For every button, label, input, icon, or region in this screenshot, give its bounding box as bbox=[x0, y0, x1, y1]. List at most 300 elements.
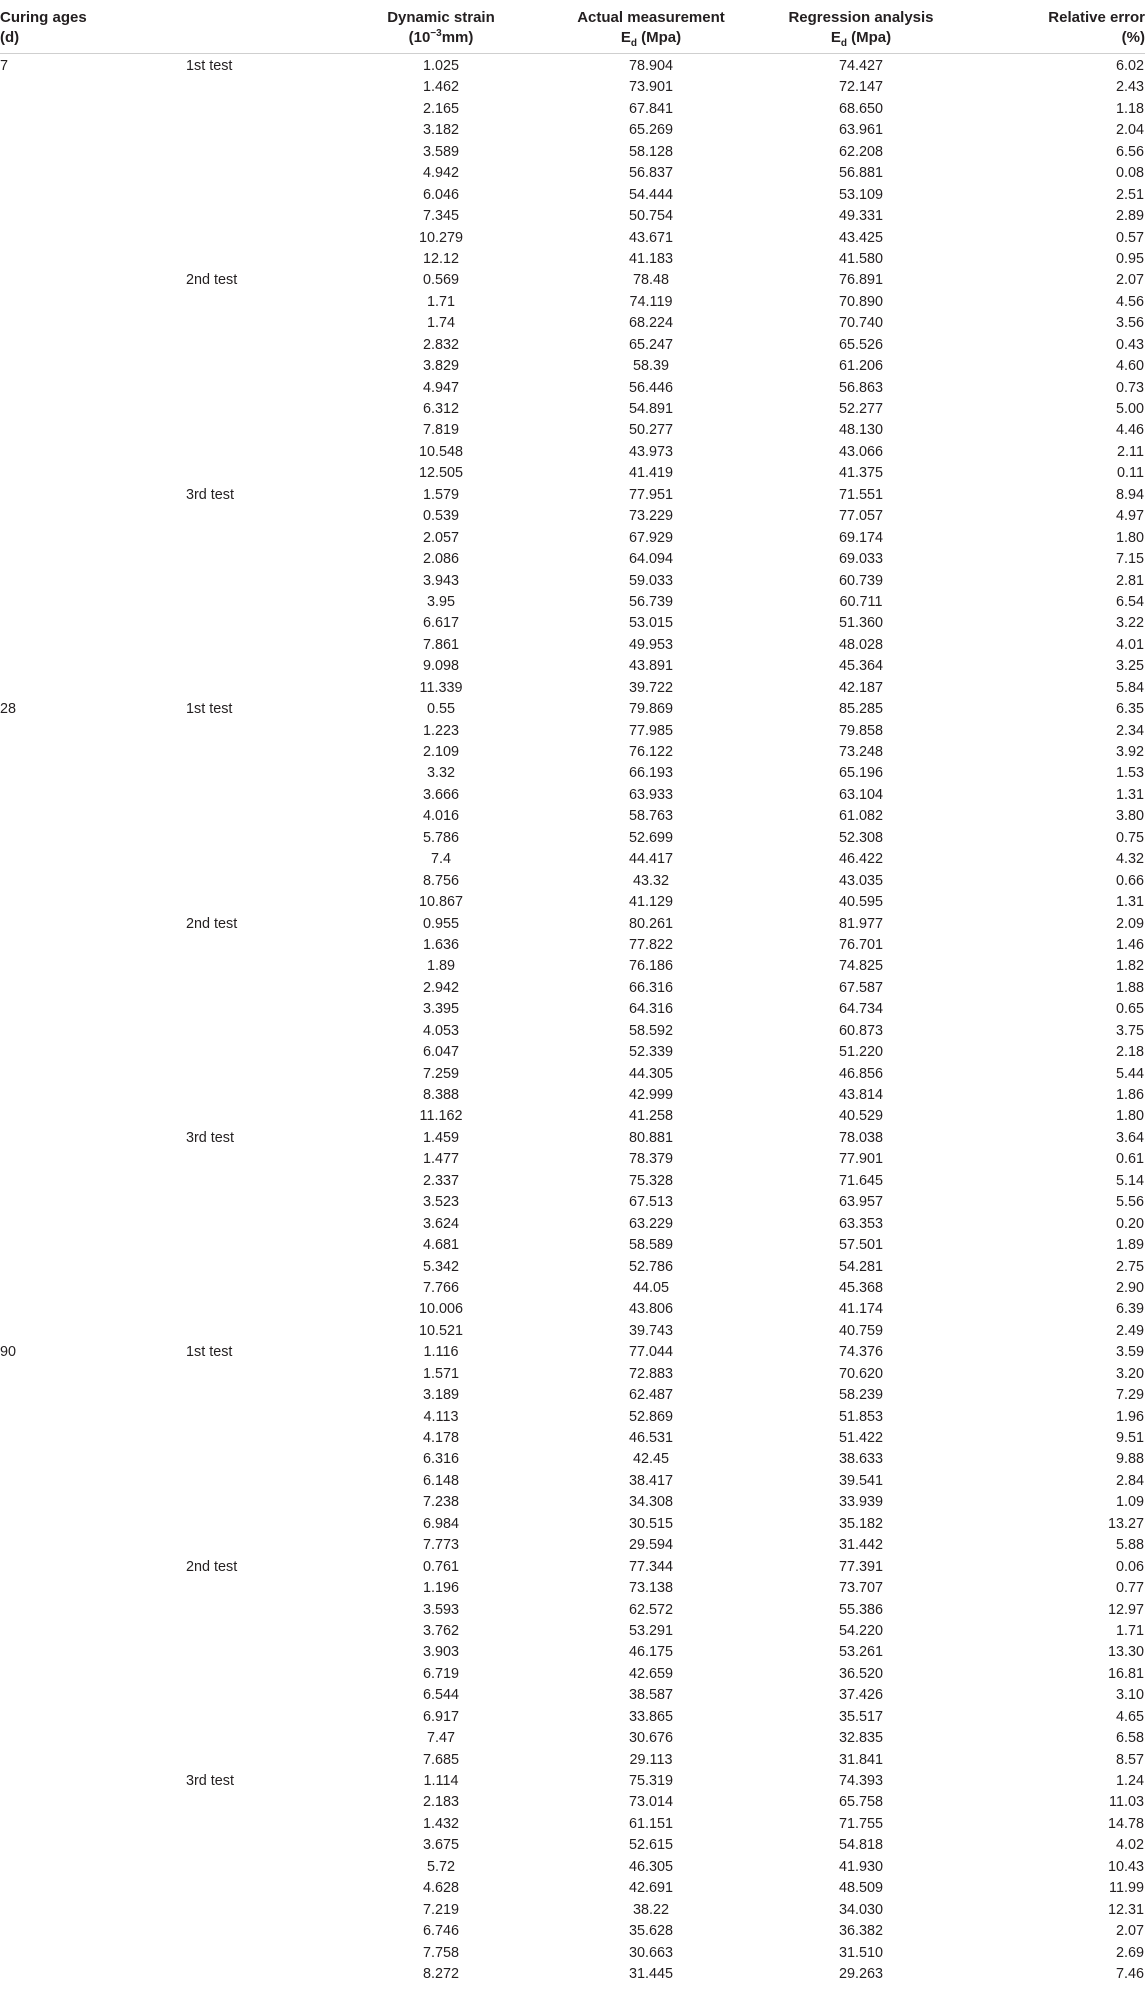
cell-regression-analysis: 56.881 bbox=[838, 165, 883, 182]
cell-test-label: 3rd test bbox=[186, 486, 234, 503]
cell-curing-age bbox=[0, 1171, 186, 1192]
cell-test-label bbox=[186, 378, 336, 399]
cell-relative-error: 4.46 bbox=[1115, 422, 1144, 439]
cell-dynamic-strain: 1.025 bbox=[422, 58, 459, 74]
cell-dynamic-strain: 7.4 bbox=[430, 851, 451, 868]
cell-relative-error: 3.10 bbox=[1115, 1687, 1144, 1704]
cell-curing-age bbox=[0, 1578, 186, 1599]
cell-test-label bbox=[186, 999, 336, 1020]
cell-curing-age bbox=[0, 935, 186, 956]
cell-regression-analysis: 61.206 bbox=[838, 358, 883, 375]
cell-test-label bbox=[186, 1257, 336, 1278]
cell-test-label bbox=[186, 120, 336, 141]
cell-relative-error: 2.07 bbox=[1115, 272, 1144, 289]
cell-regression-analysis: 51.853 bbox=[838, 1408, 883, 1425]
cell-actual-measurement: 80.881 bbox=[628, 1129, 673, 1146]
cell-relative-error: 1.24 bbox=[1115, 1773, 1144, 1789]
cell-actual-measurement: 38.417 bbox=[628, 1472, 673, 1489]
cell-curing-age bbox=[0, 1321, 186, 1342]
table-row bbox=[0, 785, 1145, 806]
cell-regression-analysis: 73.248 bbox=[838, 744, 883, 760]
cell-actual-measurement: 46.175 bbox=[628, 1644, 673, 1661]
cell-actual-measurement: 76.186 bbox=[628, 958, 673, 975]
cell-dynamic-strain: 5.786 bbox=[422, 829, 459, 846]
table-row bbox=[0, 999, 1145, 1020]
table-row bbox=[0, 871, 1145, 892]
cell-actual-measurement: 30.676 bbox=[628, 1730, 673, 1747]
cell-relative-error: 1.46 bbox=[1115, 936, 1144, 953]
cell-actual-measurement: 72.883 bbox=[628, 1365, 673, 1382]
cell-test-label bbox=[186, 1921, 336, 1942]
cell-test-label bbox=[186, 1385, 336, 1406]
cell-regression-analysis: 31.510 bbox=[838, 1944, 883, 1961]
cell-curing-age bbox=[0, 742, 186, 763]
cell-dynamic-strain: 7.47 bbox=[426, 1730, 455, 1747]
cell-actual-measurement: 41.183 bbox=[628, 250, 673, 267]
cell-curing-age bbox=[0, 1471, 186, 1492]
cell-regression-analysis: 42.187 bbox=[838, 679, 883, 696]
cell-regression-analysis: 65.526 bbox=[838, 336, 883, 353]
cell-dynamic-strain: 6.617 bbox=[422, 615, 459, 632]
cell-test-label bbox=[186, 1364, 336, 1385]
cell-curing-age bbox=[0, 914, 186, 935]
table-row bbox=[0, 935, 1145, 956]
cell-curing-age bbox=[0, 999, 186, 1020]
table-row bbox=[0, 1385, 1145, 1406]
table-row bbox=[0, 1407, 1145, 1428]
cell-regression-analysis: 41.930 bbox=[838, 1858, 883, 1875]
cell-test-label bbox=[186, 828, 336, 849]
table-row bbox=[0, 1707, 1145, 1728]
table-row bbox=[0, 1299, 1145, 1320]
cell-dynamic-strain: 3.675 bbox=[422, 1837, 459, 1854]
cell-curing-age bbox=[0, 1064, 186, 1085]
table-row bbox=[0, 1578, 1145, 1599]
cell-relative-error: 16.81 bbox=[1107, 1665, 1144, 1682]
cell-relative-error: 6.54 bbox=[1115, 593, 1144, 610]
table-row bbox=[0, 142, 1145, 163]
cell-relative-error: 1.09 bbox=[1115, 1494, 1144, 1511]
cell-relative-error: 4.32 bbox=[1115, 851, 1144, 868]
cell-curing-age bbox=[0, 270, 186, 291]
table-row bbox=[0, 506, 1145, 527]
cell-dynamic-strain: 11.339 bbox=[419, 679, 463, 696]
cell-regression-analysis: 40.529 bbox=[838, 1108, 883, 1125]
cell-curing-age bbox=[0, 1235, 186, 1256]
cell-actual-measurement: 38.587 bbox=[628, 1687, 673, 1704]
cell-relative-error: 1.88 bbox=[1115, 979, 1144, 996]
cell-regression-analysis: 58.239 bbox=[838, 1387, 883, 1404]
cell-actual-measurement: 34.308 bbox=[628, 1494, 673, 1511]
cell-test-label bbox=[186, 1299, 336, 1320]
cell-regression-analysis: 65.758 bbox=[838, 1794, 883, 1811]
cell-regression-analysis: 67.587 bbox=[838, 979, 883, 996]
cell-test-label bbox=[186, 613, 336, 634]
cell-regression-analysis: 56.863 bbox=[838, 379, 883, 396]
table-row bbox=[0, 335, 1145, 356]
cell-test-label bbox=[186, 806, 336, 827]
table-row bbox=[0, 1428, 1145, 1449]
cell-curing-age bbox=[0, 1085, 186, 1106]
cell-dynamic-strain: 3.762 bbox=[422, 1622, 459, 1639]
table-row bbox=[0, 1342, 1145, 1363]
cell-regression-analysis: 74.376 bbox=[838, 1344, 883, 1361]
cell-dynamic-strain: 3.395 bbox=[422, 1001, 459, 1018]
cell-actual-measurement: 64.094 bbox=[628, 551, 673, 568]
cell-regression-analysis: 76.891 bbox=[838, 272, 883, 289]
cell-dynamic-strain: 2.337 bbox=[422, 1172, 459, 1189]
cell-actual-measurement: 78.48 bbox=[632, 272, 669, 289]
cell-curing-age bbox=[0, 335, 186, 356]
cell-dynamic-strain: 8.756 bbox=[422, 872, 459, 889]
cell-dynamic-strain: 4.113 bbox=[423, 1408, 459, 1425]
cell-curing-age bbox=[0, 1642, 186, 1663]
cell-dynamic-strain: 1.636 bbox=[422, 936, 459, 953]
cell-curing-age bbox=[0, 785, 186, 806]
cell-dynamic-strain: 3.903 bbox=[422, 1644, 459, 1661]
cell-relative-error: 1.82 bbox=[1115, 958, 1144, 975]
table-row bbox=[0, 292, 1145, 313]
cell-regression-analysis: 77.901 bbox=[838, 1151, 883, 1168]
cell-dynamic-strain: 4.178 bbox=[422, 1430, 459, 1446]
table-row bbox=[0, 1557, 1145, 1578]
cell-dynamic-strain: 3.32 bbox=[426, 765, 455, 782]
cell-actual-measurement: 77.044 bbox=[628, 1344, 673, 1361]
cell-actual-measurement: 78.904 bbox=[628, 58, 673, 74]
cell-test-label bbox=[186, 1171, 336, 1192]
cell-relative-error: 6.35 bbox=[1115, 701, 1144, 718]
cell-actual-measurement: 49.953 bbox=[628, 636, 673, 653]
cell-dynamic-strain: 3.189 bbox=[422, 1387, 459, 1404]
cell-actual-measurement: 43.806 bbox=[628, 1301, 673, 1318]
cell-dynamic-strain: 6.544 bbox=[422, 1687, 459, 1704]
cell-regression-analysis: 41.375 bbox=[838, 465, 883, 482]
cell-relative-error: 4.97 bbox=[1115, 508, 1144, 525]
table-row bbox=[0, 420, 1145, 441]
cell-relative-error: 3.64 bbox=[1115, 1129, 1144, 1146]
cell-relative-error: 4.01 bbox=[1115, 636, 1144, 653]
cell-curing-age bbox=[0, 1878, 186, 1899]
cell-relative-error: 6.02 bbox=[1115, 58, 1144, 74]
cell-curing-age bbox=[0, 1514, 186, 1535]
cell-relative-error: 5.88 bbox=[1115, 1537, 1144, 1554]
table-row bbox=[0, 485, 1145, 506]
cell-regression-analysis: 55.386 bbox=[838, 1601, 883, 1618]
cell-dynamic-strain: 7.819 bbox=[422, 422, 459, 439]
cell-regression-analysis: 53.109 bbox=[838, 186, 883, 203]
cell-test-label bbox=[186, 185, 336, 206]
cell-relative-error: 3.80 bbox=[1115, 808, 1144, 825]
cell-regression-analysis: 51.360 bbox=[838, 615, 883, 632]
cell-curing-age: 28 bbox=[0, 701, 17, 718]
cell-test-label bbox=[186, 420, 336, 441]
cell-dynamic-strain: 7.219 bbox=[422, 1901, 459, 1918]
cell-actual-measurement: 67.841 bbox=[628, 100, 673, 117]
cell-curing-age bbox=[0, 1449, 186, 1470]
cell-test-label bbox=[186, 849, 336, 870]
cell-actual-measurement: 63.933 bbox=[628, 786, 673, 803]
cell-relative-error: 0.57 bbox=[1115, 229, 1144, 246]
table-row bbox=[0, 849, 1145, 870]
cell-dynamic-strain: 1.74 bbox=[426, 315, 455, 332]
cell-curing-age bbox=[0, 1192, 186, 1213]
table-row bbox=[0, 1278, 1145, 1299]
cell-actual-measurement: 62.487 bbox=[628, 1387, 673, 1404]
cell-actual-measurement: 33.865 bbox=[628, 1708, 673, 1725]
cell-relative-error: 2.51 bbox=[1115, 186, 1144, 203]
cell-actual-measurement: 73.229 bbox=[628, 508, 673, 525]
cell-dynamic-strain: 1.71 bbox=[426, 293, 455, 310]
cell-test-label bbox=[186, 742, 336, 763]
cell-regression-analysis: 48.509 bbox=[838, 1880, 883, 1897]
cell-regression-analysis: 39.541 bbox=[838, 1472, 883, 1489]
cell-regression-analysis: 40.595 bbox=[838, 894, 883, 911]
header-curing-ages: Curing ages (d) bbox=[0, 0, 186, 54]
cell-regression-analysis: 31.841 bbox=[838, 1751, 883, 1768]
cell-actual-measurement: 61.151 bbox=[628, 1815, 673, 1832]
cell-dynamic-strain: 6.316 bbox=[422, 1451, 459, 1468]
table-row bbox=[0, 978, 1145, 999]
cell-curing-age bbox=[0, 1492, 186, 1513]
cell-relative-error: 7.46 bbox=[1115, 1965, 1144, 1982]
cell-curing-age bbox=[0, 1964, 186, 1985]
cell-dynamic-strain: 6.746 bbox=[422, 1923, 459, 1940]
cell-relative-error: 1.80 bbox=[1115, 1108, 1144, 1125]
table-row bbox=[0, 1192, 1145, 1213]
cell-dynamic-strain: 1.462 bbox=[422, 79, 459, 96]
cell-relative-error: 7.29 bbox=[1115, 1387, 1144, 1404]
table-row bbox=[0, 163, 1145, 184]
cell-relative-error: 12.31 bbox=[1107, 1901, 1144, 1918]
cell-actual-measurement: 68.224 bbox=[628, 315, 673, 332]
cell-curing-age bbox=[0, 1407, 186, 1428]
cell-actual-measurement: 77.822 bbox=[628, 936, 673, 953]
cell-actual-measurement: 29.594 bbox=[628, 1537, 673, 1554]
cell-curing-age bbox=[0, 721, 186, 742]
cell-actual-measurement: 42.659 bbox=[628, 1665, 673, 1682]
cell-curing-age bbox=[0, 1943, 186, 1964]
cell-relative-error: 0.65 bbox=[1115, 1001, 1144, 1018]
cell-actual-measurement: 77.985 bbox=[628, 722, 673, 739]
cell-relative-error: 2.43 bbox=[1115, 79, 1144, 96]
cell-dynamic-strain: 6.148 bbox=[422, 1472, 459, 1489]
cell-regression-analysis: 38.633 bbox=[838, 1451, 883, 1468]
cell-test-label bbox=[186, 1943, 336, 1964]
cell-test-label bbox=[186, 1900, 336, 1921]
cell-dynamic-strain: 10.006 bbox=[418, 1301, 463, 1318]
cell-test-label: 1st test bbox=[186, 701, 233, 718]
cell-dynamic-strain: 6.917 bbox=[422, 1708, 459, 1725]
cell-relative-error: 11.03 bbox=[1109, 1794, 1144, 1811]
cell-regression-analysis: 46.422 bbox=[838, 851, 883, 868]
cell-test-label bbox=[186, 1792, 336, 1813]
cell-curing-age bbox=[0, 1214, 186, 1235]
cell-test-label bbox=[186, 721, 336, 742]
cell-actual-measurement: 56.739 bbox=[628, 593, 673, 610]
cell-test-label bbox=[186, 1750, 336, 1771]
cell-test-label bbox=[186, 1428, 336, 1449]
cell-dynamic-strain: 3.523 bbox=[422, 1194, 459, 1211]
cell-actual-measurement: 44.05 bbox=[632, 1279, 669, 1296]
table-row bbox=[0, 1128, 1145, 1149]
cell-relative-error: 3.25 bbox=[1115, 658, 1144, 675]
cell-regression-analysis: 71.755 bbox=[838, 1815, 883, 1832]
cell-regression-analysis: 37.426 bbox=[838, 1687, 883, 1704]
table-row bbox=[0, 120, 1145, 141]
table-row bbox=[0, 1042, 1145, 1063]
cell-dynamic-strain: 1.116 bbox=[423, 1344, 459, 1361]
cell-test-label bbox=[186, 399, 336, 420]
cell-curing-age bbox=[0, 1385, 186, 1406]
cell-curing-age bbox=[0, 549, 186, 570]
cell-dynamic-strain: 5.342 bbox=[422, 1258, 459, 1275]
table-row bbox=[0, 549, 1145, 570]
cell-actual-measurement: 67.513 bbox=[628, 1194, 673, 1211]
cell-curing-age bbox=[0, 99, 186, 120]
cell-regression-analysis: 33.939 bbox=[838, 1494, 883, 1511]
cell-test-label: 2nd test bbox=[186, 915, 238, 932]
cell-test-label bbox=[186, 635, 336, 656]
cell-test-label bbox=[186, 1857, 336, 1878]
cell-curing-age bbox=[0, 1685, 186, 1706]
cell-dynamic-strain: 2.942 bbox=[422, 979, 459, 996]
cell-actual-measurement: 73.901 bbox=[628, 79, 673, 96]
cell-actual-measurement: 41.129 bbox=[628, 894, 673, 911]
cell-dynamic-strain: 4.016 bbox=[422, 808, 459, 825]
cell-test-label bbox=[186, 163, 336, 184]
cell-dynamic-strain: 3.593 bbox=[422, 1601, 459, 1618]
cell-actual-measurement: 52.339 bbox=[628, 1044, 673, 1061]
cell-regression-analysis: 57.501 bbox=[838, 1237, 883, 1254]
cell-curing-age bbox=[0, 1750, 186, 1771]
header-actual-measurement: Actual measurement $E_d$ (Mpa) bbox=[546, 0, 756, 54]
cell-test-label bbox=[186, 1064, 336, 1085]
cell-dynamic-strain: 6.984 bbox=[422, 1515, 459, 1532]
cell-actual-measurement: 58.592 bbox=[628, 1022, 673, 1039]
cell-regression-analysis: 45.364 bbox=[838, 658, 883, 675]
cell-test-label: 1st test bbox=[186, 1344, 233, 1361]
cell-curing-age bbox=[0, 185, 186, 206]
cell-test-label bbox=[186, 335, 336, 356]
cell-regression-analysis: 77.391 bbox=[838, 1558, 883, 1575]
table-row bbox=[0, 54, 1145, 78]
cell-dynamic-strain: 10.279 bbox=[418, 229, 463, 246]
cell-relative-error: 9.88 bbox=[1115, 1451, 1144, 1468]
cell-relative-error: 3.92 bbox=[1115, 744, 1144, 760]
cell-regression-analysis: 71.551 bbox=[838, 486, 883, 503]
table-body bbox=[0, 54, 1145, 1986]
cell-curing-age bbox=[0, 1428, 186, 1449]
cell-regression-analysis: 62.208 bbox=[838, 143, 883, 160]
table-row bbox=[0, 77, 1145, 98]
cell-test-label bbox=[186, 77, 336, 98]
table-row bbox=[0, 656, 1145, 677]
cell-relative-error: 4.56 bbox=[1115, 293, 1144, 310]
cell-dynamic-strain: 7.758 bbox=[422, 1944, 459, 1961]
cell-actual-measurement: 56.446 bbox=[628, 379, 673, 396]
cell-test-label bbox=[186, 1707, 336, 1728]
table-row bbox=[0, 1492, 1145, 1513]
cell-curing-age bbox=[0, 1771, 186, 1792]
cell-actual-measurement: 53.291 bbox=[628, 1622, 673, 1639]
cell-curing-age bbox=[0, 77, 186, 98]
cell-dynamic-strain: 0.955 bbox=[422, 915, 459, 932]
table-row bbox=[0, 613, 1145, 634]
cell-curing-age bbox=[0, 613, 186, 634]
cell-actual-measurement: 52.699 bbox=[628, 829, 673, 846]
cell-test-label: 3rd test bbox=[186, 1129, 234, 1146]
table-row bbox=[0, 1642, 1145, 1663]
cell-dynamic-strain: 1.196 bbox=[422, 1580, 459, 1597]
table-row bbox=[0, 1321, 1145, 1342]
cell-regression-analysis: 43.066 bbox=[838, 443, 883, 460]
cell-dynamic-strain: 10.548 bbox=[418, 443, 463, 460]
cell-regression-analysis: 54.281 bbox=[838, 1258, 883, 1275]
cell-curing-age bbox=[0, 399, 186, 420]
cell-test-label: 2nd test bbox=[186, 272, 238, 289]
cell-test-label bbox=[186, 1514, 336, 1535]
cell-regression-analysis: 76.701 bbox=[838, 936, 883, 953]
cell-regression-analysis: 78.038 bbox=[838, 1129, 883, 1146]
cell-actual-measurement: 58.128 bbox=[628, 143, 673, 160]
table-row bbox=[0, 378, 1145, 399]
cell-actual-measurement: 65.269 bbox=[628, 122, 673, 139]
cell-relative-error: 2.07 bbox=[1115, 1923, 1144, 1940]
cell-actual-measurement: 58.763 bbox=[628, 808, 673, 825]
cell-test-label bbox=[186, 1149, 336, 1170]
cell-actual-measurement: 39.743 bbox=[628, 1322, 673, 1339]
cell-dynamic-strain: 1.432 bbox=[422, 1815, 459, 1832]
cell-relative-error: 10.43 bbox=[1107, 1858, 1144, 1875]
table-row bbox=[0, 1943, 1145, 1964]
cell-actual-measurement: 46.305 bbox=[628, 1858, 673, 1875]
cell-curing-age bbox=[0, 635, 186, 656]
cell-dynamic-strain: 4.681 bbox=[422, 1237, 459, 1254]
cell-regression-analysis: 35.517 bbox=[838, 1708, 883, 1725]
cell-relative-error: 2.34 bbox=[1115, 722, 1144, 739]
cell-regression-analysis: 52.308 bbox=[838, 829, 883, 846]
cell-actual-measurement: 30.515 bbox=[628, 1515, 673, 1532]
cell-test-label bbox=[186, 1471, 336, 1492]
cell-test-label bbox=[186, 1578, 336, 1599]
cell-test-label bbox=[186, 1021, 336, 1042]
cell-dynamic-strain: 0.539 bbox=[422, 508, 459, 525]
cell-relative-error: 5.56 bbox=[1115, 1194, 1144, 1211]
table-row bbox=[0, 1235, 1145, 1256]
cell-curing-age bbox=[0, 1557, 186, 1578]
cell-relative-error: 0.11 bbox=[1117, 465, 1144, 482]
cell-actual-measurement: 43.891 bbox=[628, 658, 673, 675]
cell-test-label bbox=[186, 678, 336, 699]
table-row bbox=[0, 1878, 1145, 1899]
cell-relative-error: 2.90 bbox=[1115, 1279, 1144, 1296]
cell-test-label bbox=[186, 1621, 336, 1642]
cell-curing-age bbox=[0, 356, 186, 377]
cell-test-label bbox=[186, 356, 336, 377]
cell-relative-error: 2.09 bbox=[1115, 915, 1144, 932]
cell-test-label bbox=[186, 292, 336, 313]
table-row bbox=[0, 1021, 1145, 1042]
table-row bbox=[0, 313, 1145, 334]
cell-test-label bbox=[186, 1878, 336, 1899]
cell-curing-age bbox=[0, 1921, 186, 1942]
cell-actual-measurement: 42.999 bbox=[628, 1087, 673, 1103]
cell-relative-error: 13.27 bbox=[1107, 1515, 1144, 1532]
cell-relative-error: 0.61 bbox=[1115, 1151, 1144, 1168]
cell-actual-measurement: 73.014 bbox=[628, 1794, 673, 1811]
cell-actual-measurement: 42.45 bbox=[632, 1451, 669, 1468]
table-row bbox=[0, 1857, 1145, 1878]
